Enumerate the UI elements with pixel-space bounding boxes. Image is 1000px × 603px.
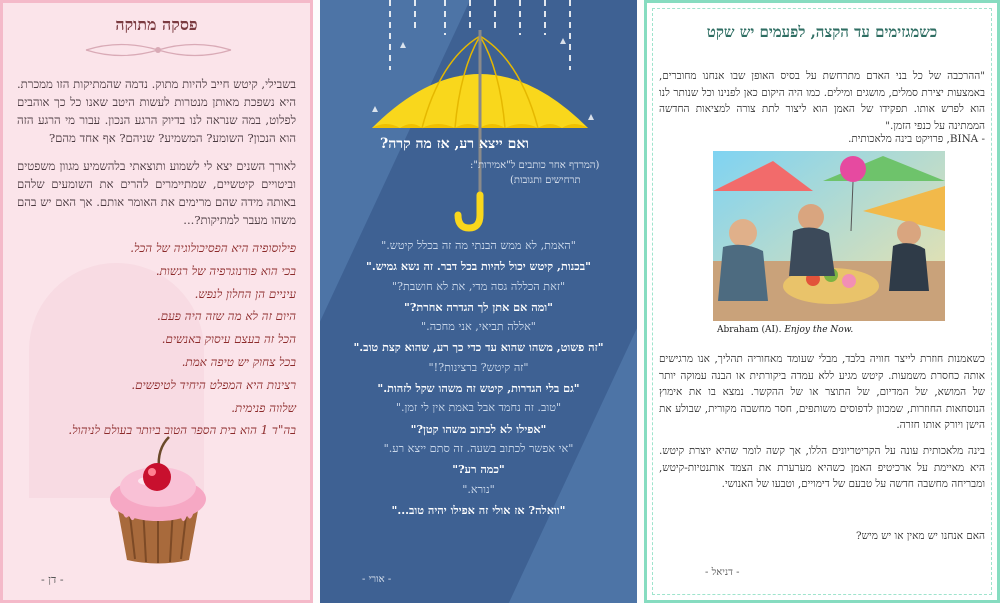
intro-paragraph: בשבילי, קיטש חייב להיות מתוק. נדמה שהמתיקות הזו ממכרת. היא נשפכת מאותן מנטרות לעשות היטב שאנו כל כך אוהבים לפלוט, במה שנראה לנו בדיוק הרגע הנכון. עבור מי הרגע הזה הוא הנכון? השומע? המשמיע? שניהם? אף אחד מהם?: [17, 77, 296, 145]
umbrella-icon: [360, 0, 600, 235]
intro-text: [17, 75, 296, 239]
exaggeration-panel: [644, 0, 1000, 603]
kitsch-sayings-list: [17, 237, 296, 442]
dialog-line: "נורא.": [462, 482, 495, 496]
dialog-line: "האמת, לא ממש הבנתי מה זה בכלל קיטש.": [381, 239, 576, 252]
saying-item: בכל צחוק יש טיפה אמת.: [181, 354, 296, 369]
saying-item: עיניים הן החלון לנפש.: [194, 286, 296, 301]
what-if-bad-panel: [320, 0, 637, 603]
dialog-line: "וואלה? אז אולי זה אפילו יהיה טוב...": [391, 502, 566, 517]
opening-quote: "ההרכבה של כל בני האדם מתרחשת על בסיס האופן שבו אנחנו מחוברים, באמצעות יצירת סמלים, מושגים ומילים. כמו היה היקום כאן לפנינו וכל שנותר לנו הוא לפרש אותו. תפקידו של האמן הוא ליצור לתת צורה למציאות החדשה הממתינה על כנפי הזמן.": [659, 70, 985, 132]
dialog-list: [320, 236, 637, 520]
saying-item: פילוסופיה היא הפסיכולוגיה של הכל.: [130, 241, 296, 255]
body-paragraph: כשאמנות חוזרת לייצר חוויה בלבד, מבלי שעומד מאחוריה תהליך, אנו מרגישים אותה כחסרת משמעות. קיטש מגיע ללא עמדה ביקורתית או הבנה עמוקה יותר של המושא, של המדיום, של התוצר או של ההקשר. נמצא בו את אימוץ הנוסחאות החוזרות, שמכוון לדפוסים משותפים, חסר מחשבה מקורית, שבולע את הישן ויורק אותו חזרה.: [659, 353, 985, 431]
cupcake-illustration: [99, 435, 217, 567]
panel-title: ואם ייצא רע, אז מה קרה?: [380, 136, 529, 152]
saying-item: שלווה פנימית.: [231, 400, 296, 415]
saying-item: בה"ד 1 הוא בית הספר הטוב ביותר בעולם לניהול.: [68, 423, 296, 438]
caption-author: Abraham (AI).: [717, 325, 782, 335]
panel-subtitle: תרחישים ותגובות): [510, 175, 581, 186]
ai-artwork-image: [713, 151, 945, 321]
intro-paragraph: לאורך השנים יצא לי לשמוע ותוצאתי בלהשמיע מגוון משפטים וביטויים קיטשיים, שמתיימרים להרים את השומעים שלהם באותה מידה שהם מרימים את האומר אותם. אך האם יש בהם משהו מעבר למתיקות?...: [17, 159, 296, 227]
dialog-line: "בכנות, קיטש יכול להיות בכל דבר. זה נשא גמיש.": [366, 259, 591, 274]
panel-subtitle: (המרדף אחר כותבים ל"אמירות":: [470, 160, 600, 171]
sweet-paragraph-panel: [0, 0, 313, 603]
saying-item: רצינות היא המפלט היחיד לטיפשים.: [131, 377, 296, 392]
closing-question: האם אנחנו יש מאין או יש מיש?: [856, 530, 985, 542]
author-signature: - אורי -: [362, 574, 392, 585]
saying-item: בכי הוא פורנוגרפיה של רגשות.: [155, 263, 296, 278]
dialog-line: "אללה תביאי, אני מחכה.": [421, 320, 536, 334]
saying-item: היום זה לא מה שזה היה פעם.: [156, 309, 296, 324]
caption-title: Enjoy the Now.: [784, 325, 854, 335]
body-paragraph: בינה מלאכותית עונה על הקריטריונים הללו, אך קשה לומר שהיא יוצרת קיטש. היא מאיימת על ארכיטיפ האמן כשהיא מערערת את הצמד אותנטיות-קיטש, ומבריחה מחשבה חדשה על טבעם של דימויים, וטבעו של האנושי.: [659, 445, 985, 490]
panel-title: פסקה מתוקה: [115, 15, 198, 34]
quote-attribution: - BINA, פרויקט בינה מלאכותית.: [848, 133, 985, 145]
dialog-line: "זאת הכללה גסה מדי, את לא חושבת?": [391, 279, 566, 293]
dialog-line: "זה פשוט, משהו שהוא עד כדי כך רע, שהוא קצת טוב.": [353, 340, 604, 355]
author-signature: - דן -: [41, 573, 64, 586]
panel-title: כשמגזימים עד הקצה, לפעמים יש שקט: [706, 23, 938, 41]
image-caption: [717, 325, 853, 335]
ornament-divider-icon: [81, 41, 236, 59]
dialog-line: "זה קיטש? ברצינות?!": [428, 360, 529, 374]
dialog-line: "גם בלי הגדרות, קיטש זה משהו שקל לזהות.": [377, 381, 580, 396]
dialog-line: "אי אפשר לכתוב בשעה. זה סתם ייצא רע.": [383, 441, 574, 455]
saying-item: הכל זה בעצם עיסוק באנשים.: [161, 332, 296, 347]
dialog-line: "טוב. זה נחמד אבל באמת אין לי זמן.": [395, 401, 562, 415]
dialog-line: "אפילו לא לכתוב משהו קטן?": [410, 421, 547, 436]
author-signature: - דניאל -: [705, 567, 740, 578]
dialog-line: "ומה אם אתן לך הגדרה אחרת?": [404, 299, 553, 314]
dialog-line: "כמה רע?": [452, 462, 505, 477]
